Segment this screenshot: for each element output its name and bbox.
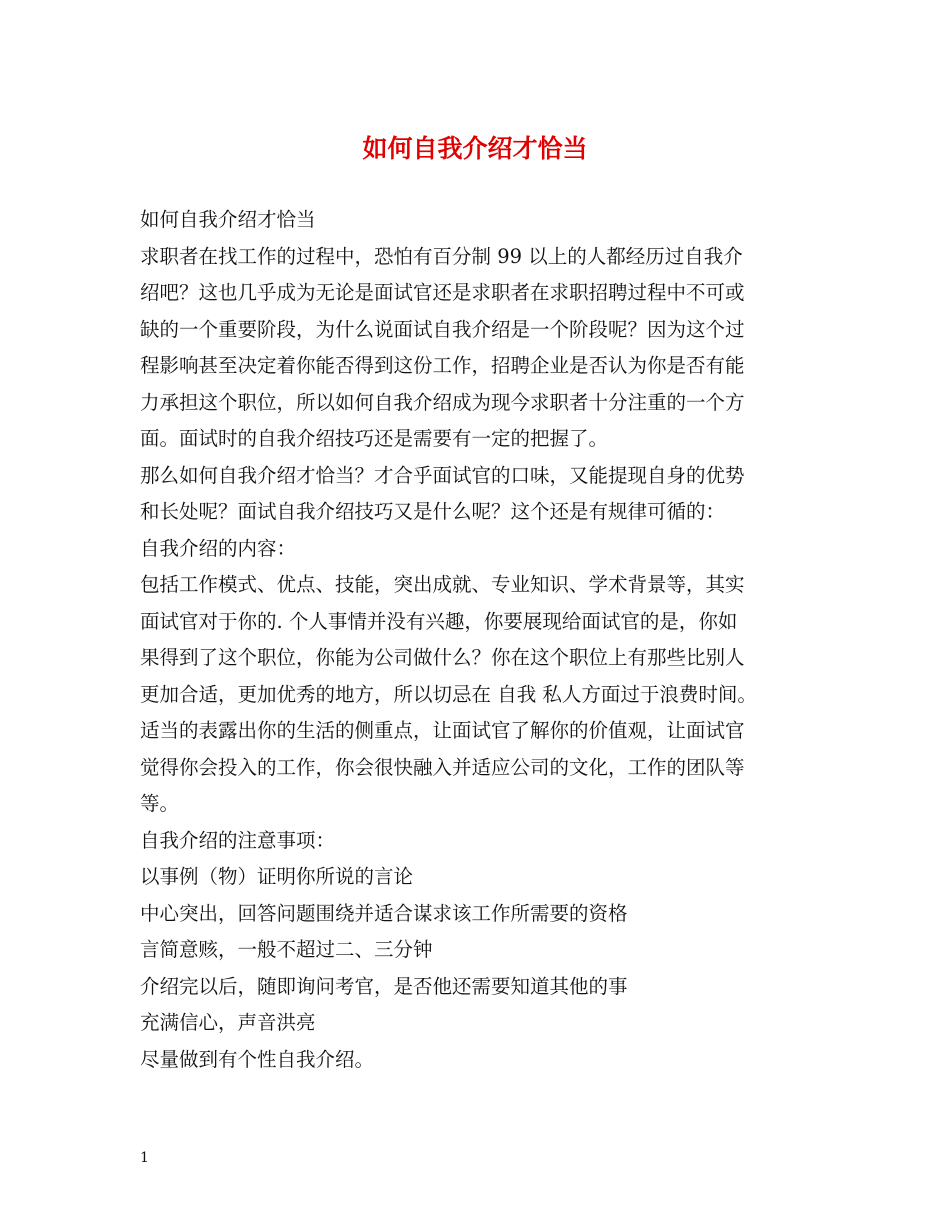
body-line: 那么如何自我介绍才恰当？才合乎面试官的口味，又能提现自身的优势 <box>140 463 745 487</box>
body-line: 力承担这个职位，所以如何自我介绍成为现今求职者十分注重的一个方 <box>140 390 745 414</box>
body-line: 绍吧？这也几乎成为无论是面试官还是求职者在求职招聘过程中不可或 <box>140 281 745 304</box>
body-line: 自我介绍的内容： <box>140 536 297 560</box>
body-line: 包括工作模式、优点、技能，突出成就、专业知识、学术背景等，其实 <box>140 573 745 596</box>
body-line: 面试官对于你的. 个人事情并没有兴趣，你要展现给面试官的是，你如 <box>140 609 738 633</box>
document-title: 如何自我介绍才恰当 <box>362 134 588 163</box>
body-line: 介绍完以后，随即询问考官，是否他还需要知道其他的事 <box>140 974 628 998</box>
document-body <box>140 202 830 1078</box>
body-line: 面。面试时的自我介绍技巧还是需要有一定的把握了。 <box>140 427 609 450</box>
body-line: 以事例（物）证明你所说的言论 <box>140 865 414 888</box>
body-line: 如何自我介绍才恰当 <box>140 208 316 231</box>
body-line: 等。 <box>140 792 180 815</box>
body-line: 言简意赅，一般不超过二、三分钟 <box>140 938 433 961</box>
body-line: 求职者在找工作的过程中，恐怕有百分制 99 以上的人都经历过自我介 <box>140 244 743 268</box>
body-line: 缺的一个重要阶段，为什么说面试自我介绍是一个阶段呢？因为这个过 <box>140 317 745 341</box>
body-line: 适当的表露出你的生活的侧重点，让面试官了解你的价值观，让面试官 <box>140 719 745 742</box>
body-line: 和长处呢？面试自我介绍技巧又是什么呢？这个还是有规律可循的： <box>140 500 726 523</box>
body-line: 更加合适，更加优秀的地方，所以切忌在 自我 私人方面过于浪费时间。 <box>140 682 757 706</box>
body-line: 尽量做到有个性自我介绍。 <box>140 1047 375 1071</box>
body-line: 充满信心，声音洪亮 <box>140 1011 316 1034</box>
body-line: 程影响甚至决定着你能否得到这份工作，招聘企业是否认为你是否有能 <box>140 354 745 377</box>
page-number: 1 <box>140 1150 149 1166</box>
body-line: 觉得你会投入的工作，你会很快融入并适应公司的文化，工作的团队等 <box>140 755 745 779</box>
body-line: 中心突出，回答问题围绕并适合谋求该工作所需要的资格 <box>140 901 628 925</box>
body-line: 自我介绍的注意事项： <box>140 828 336 852</box>
body-line: 果得到了这个职位，你能为公司做什么？你在这个职位上有那些比别人 <box>140 646 745 669</box>
